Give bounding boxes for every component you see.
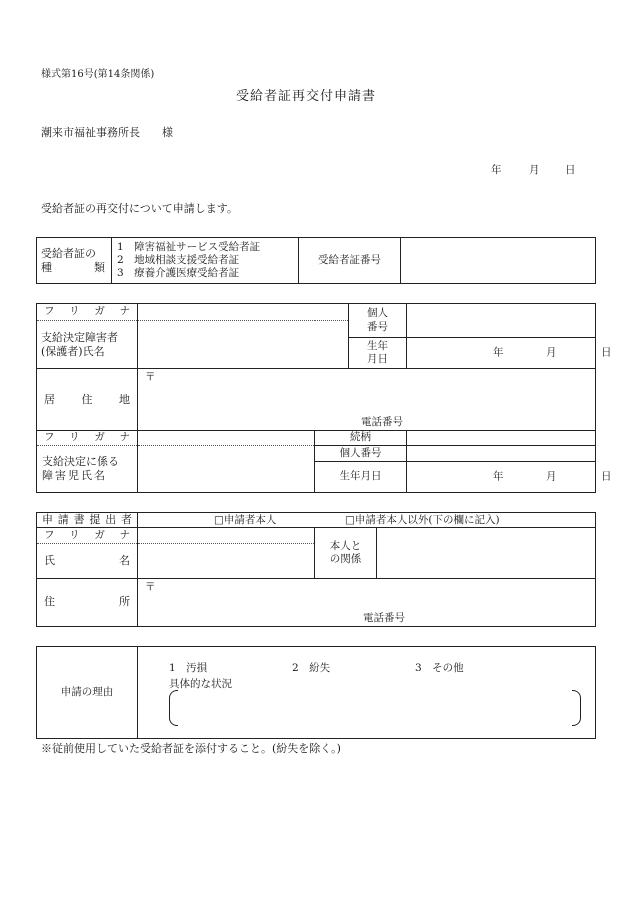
reason-table xyxy=(36,646,596,739)
date-year: 年 xyxy=(491,164,502,176)
applicant-options xyxy=(138,513,596,528)
phone-label: 電話番号 xyxy=(363,611,405,624)
reason-option[interactable]: 2 紛失 xyxy=(292,662,331,674)
cert-type-label: 受給者証の 種 類 xyxy=(37,238,112,284)
applicant-name-field[interactable] xyxy=(138,543,315,578)
cert-option[interactable]: 3 療養介護医療受給者証 xyxy=(117,267,240,280)
child-name-label: 支給決定に係る 障害児氏名 xyxy=(37,446,138,493)
relation-label: 続柄 xyxy=(315,431,407,446)
applicant-address-field[interactable] xyxy=(138,578,596,626)
person-birthdate-field[interactable]: 年 月 日 xyxy=(407,338,596,369)
relation-to-person-label: 本人と の関係 xyxy=(315,527,377,578)
person-name-label: 支給決定障害者 (保護者)氏名 xyxy=(37,321,138,369)
person-table xyxy=(36,303,612,493)
person-furigana-field[interactable] xyxy=(138,304,349,321)
relation-field[interactable] xyxy=(407,431,596,446)
detail-bracket-left xyxy=(169,690,178,726)
relation-to-person-field[interactable] xyxy=(377,527,596,578)
applicant-table xyxy=(36,512,596,627)
footnote: ※従前使用していた受給者証を添付すること。(紛失を除く。) xyxy=(41,742,341,755)
postal-mark: 〒 xyxy=(145,580,156,593)
birthdate-label: 生年 月日 xyxy=(349,338,407,369)
postal-mark: 〒 xyxy=(145,371,156,383)
person-name-field[interactable] xyxy=(138,321,349,369)
residence-field[interactable] xyxy=(138,369,596,431)
reason-option[interactable]: 1 汚損 xyxy=(169,662,208,674)
kojin-number-label: 個人 番号 xyxy=(349,304,407,338)
applicant-label: 申 請 書 提 出 者 xyxy=(37,513,138,528)
date-day: 日 xyxy=(565,164,576,176)
page-title: 受給者証再交付申請書 xyxy=(236,89,377,104)
applicant-name-label: 氏 名 xyxy=(37,543,138,578)
cert-option[interactable]: 1 障害福祉サービス受給者証 xyxy=(117,240,261,253)
reason-field xyxy=(138,647,596,739)
option-self-checkbox[interactable]: □申請者本人 xyxy=(214,514,277,526)
date-month: 月 xyxy=(529,164,540,176)
detail-input[interactable] xyxy=(182,692,569,722)
reason-option[interactable]: 3 その他 xyxy=(415,662,464,674)
cert-number-field[interactable] xyxy=(401,238,596,284)
cert-number-label: 受給者証番号 xyxy=(299,238,401,284)
child-furigana-field[interactable] xyxy=(138,431,315,446)
phone-label: 電話番号 xyxy=(361,416,403,428)
child-name-field[interactable] xyxy=(138,446,315,493)
child-kojin-field[interactable] xyxy=(407,446,596,462)
intro-text: 受給者証の再交付について申請します。 xyxy=(41,202,238,215)
furigana-label: フ リ ガ ナ xyxy=(37,304,138,321)
option-other-checkbox[interactable]: □申請者本人以外(下の欄に記入) xyxy=(345,514,500,526)
cert-type-options xyxy=(112,238,299,284)
child-kojin-label: 個人番号 xyxy=(315,446,407,462)
cert-type-table xyxy=(36,237,596,284)
form-number: 様式第16号(第14条関係) xyxy=(41,69,155,80)
child-birthdate-field[interactable]: 年 月 日 xyxy=(407,462,596,493)
detail-label: 具体的な状況 xyxy=(169,678,232,690)
cert-option[interactable]: 2 地域相談支援受給者証 xyxy=(117,253,240,266)
applicant-address-label: 住 所 xyxy=(37,578,138,626)
residence-label: 居 住 地 xyxy=(37,369,138,431)
furigana-label: フ リ ガ ナ xyxy=(37,527,138,543)
child-birthdate-label: 生年月日 xyxy=(315,462,407,493)
applicant-furigana-field[interactable] xyxy=(138,527,315,543)
reason-label: 申請の理由 xyxy=(37,647,138,739)
kojin-number-field[interactable] xyxy=(407,304,596,338)
furigana-label: フ リ ガ ナ xyxy=(37,431,138,446)
addressee: 潮来市福祉事務所長 様 xyxy=(41,126,173,139)
detail-bracket-right xyxy=(572,690,581,726)
